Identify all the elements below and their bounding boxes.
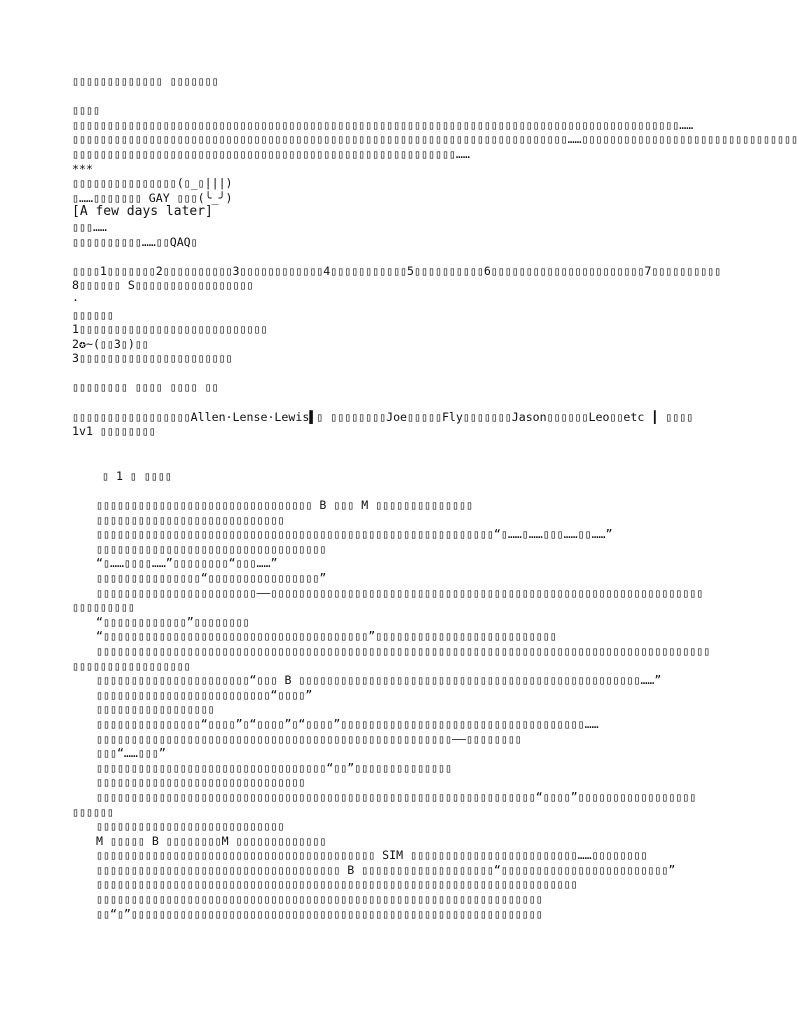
body-line: ▯▯“▯”▯▯▯▯▯▯▯▯▯▯▯▯▯▯▯▯▯▯▯▯▯▯▯▯▯▯▯▯▯▯▯▯▯▯▯▯▯▯▯▯▯▯▯▯▯▯▯▯▯▯▯▯▯▯▯▯▯▯▯ xyxy=(96,906,543,921)
body-line: ▯▯▯▯▯▯▯▯▯▯▯▯▯▯▯“▯▯▯▯”▯“▯▯▯▯”▯“▯▯▯▯”▯▯▯▯▯▯▯▯▯▯▯▯▯▯▯▯▯▯▯▯▯▯▯▯▯▯▯▯▯▯▯▯▯▯▯…… xyxy=(96,716,599,731)
intro-line: ▯……▯▯▯▯▯▯▯ GAY ▯▯▯(╰_╯) xyxy=(72,190,233,205)
chapter-body xyxy=(72,498,711,921)
doc-title: ▯▯▯▯▯▯▯▯▯▯▯▯▯ ▯▯▯▯▯▯▯ xyxy=(72,74,219,88)
intro-block xyxy=(72,103,798,249)
body-line: ▯▯▯▯▯▯▯▯▯▯▯▯▯▯▯▯▯▯▯▯▯▯▯▯▯▯▯▯▯▯▯▯▯▯▯▯▯▯▯▯▯▯▯▯▯▯▯▯▯▯▯▯▯▯▯▯▯▯▯▯▯▯▯▯▯▯▯▯▯ xyxy=(96,877,578,892)
intro-line: ▯▯▯▯▯▯▯▯▯▯▯▯▯▯▯▯▯▯▯▯▯▯▯▯▯▯▯▯▯▯▯▯▯▯▯▯▯▯▯▯▯▯▯▯▯▯▯▯▯▯▯▯▯▯▯…… xyxy=(72,146,470,161)
intro-line: ▯▯▯▯▯▯▯▯▯▯▯▯▯▯▯▯▯▯▯▯▯▯▯▯▯▯▯▯▯▯▯▯▯▯▯▯▯▯▯▯▯▯▯▯▯▯▯▯▯▯▯▯▯▯▯▯▯▯▯▯▯▯▯▯▯▯▯▯▯▯▯▯▯▯▯▯▯▯▯▯▯▯▯▯▯▯▯…… xyxy=(72,117,694,132)
cast-line: ▯▯▯▯▯▯▯▯▯▯▯▯▯▯▯▯▯Allen·Lense·Lewis▌▯ ▯▯▯▯▯▯▯▯Joe▯▯▯▯▯Fly▯▯▯▯▯▯▯Jason▯▯▯▯▯▯Leo▯▯etc ┃ ▯▯▯▯ xyxy=(72,409,694,424)
body-line: ▯▯▯▯▯▯▯▯▯▯▯▯▯▯▯▯▯▯▯▯▯▯▯▯▯▯▯▯▯▯▯▯▯▯▯▯▯▯▯▯▯▯▯▯▯▯▯▯▯▯▯▯▯▯▯▯▯▯▯▯▯▯▯▯▯▯▯▯▯▯▯▯▯▯▯▯▯▯▯▯▯▯▯▯▯▯▯▯ xyxy=(96,643,711,658)
spacer xyxy=(72,439,708,469)
spacer xyxy=(72,249,708,264)
body-line: ▯▯▯▯▯▯▯▯▯▯▯▯▯▯▯▯▯▯▯▯▯▯▯▯▯▯▯▯▯▯▯▯▯▯▯▯▯▯▯▯▯▯▯▯▯▯▯▯▯▯▯▯▯▯▯▯▯“▯……▯……▯▯▯……▯▯……” xyxy=(96,527,613,542)
rules-line: ▯▯▯▯▯▯ xyxy=(72,307,114,322)
intro-line: ▯▯▯…… xyxy=(72,219,107,234)
rules-line: 8▯▯▯▯▯▯ S▯▯▯▯▯▯▯▯▯▯▯▯▯▯▯▯▯ xyxy=(72,278,254,293)
spacer xyxy=(72,89,708,104)
body-line: “▯▯▯▯▯▯▯▯▯▯▯▯”▯▯▯▯▯▯▯▯ xyxy=(96,614,250,629)
body-line: ▯▯▯▯▯▯▯▯▯▯▯▯▯▯▯▯▯▯▯▯▯▯▯▯▯▯▯▯▯▯▯▯▯▯▯▯▯▯▯▯▯▯▯▯▯▯▯▯▯▯▯——▯▯▯▯▯▯▯▯ xyxy=(96,731,522,746)
rules-line: · xyxy=(72,292,79,307)
cast-block xyxy=(72,410,708,439)
body-line: ▯▯▯▯▯▯▯▯▯▯▯▯▯▯▯▯▯▯▯▯▯▯▯▯▯▯▯ xyxy=(96,819,285,834)
body-line: ▯▯▯▯▯▯▯▯▯▯▯▯▯▯▯▯▯▯▯▯▯▯▯▯▯▯▯▯▯▯▯▯▯▯▯▯▯▯▯▯▯▯▯▯▯▯▯▯▯▯▯▯▯▯▯▯▯▯▯▯▯▯▯▯ xyxy=(96,892,543,907)
intro-line: ▯▯▯▯▯▯▯▯▯▯▯▯▯▯▯▯▯▯▯▯▯▯▯▯▯▯▯▯▯▯▯▯▯▯▯▯▯▯▯▯▯▯▯▯▯▯▯▯▯▯▯▯▯▯▯▯▯▯▯▯▯▯▯▯▯▯▯▯▯▯▯……▯▯▯▯▯▯▯▯▯▯▯▯▯▯▯▯▯▯▯▯▯▯▯▯▯▯▯▯▯▯▯ xyxy=(72,132,798,147)
body-line: ▯▯▯▯▯▯▯▯▯▯▯▯▯▯▯▯▯▯▯▯▯▯▯▯▯“▯▯▯▯” xyxy=(96,687,313,702)
intro-line: ▯▯▯▯▯▯▯▯▯▯……▯▯QAQ▯ xyxy=(72,234,198,249)
spacer xyxy=(72,395,708,410)
body-line: ▯▯▯▯▯▯ xyxy=(72,804,114,819)
rules-line: 1▯▯▯▯▯▯▯▯▯▯▯▯▯▯▯▯▯▯▯▯▯▯▯▯▯▯▯ xyxy=(72,322,268,337)
rules-line: 3▯▯▯▯▯▯▯▯▯▯▯▯▯▯▯▯▯▯▯▯▯▯ xyxy=(72,351,233,366)
body-line: ▯▯▯▯▯▯▯▯▯▯▯▯▯▯▯▯▯▯▯▯▯▯▯▯▯▯▯▯▯▯ xyxy=(96,775,306,790)
separator-stars: *** xyxy=(72,161,93,176)
body-line: “▯▯▯▯▯▯▯▯▯▯▯▯▯▯▯▯▯▯▯▯▯▯▯▯▯▯▯▯▯▯▯▯▯▯▯▯▯▯”▯▯▯▯▯▯▯▯▯▯▯▯▯▯▯▯▯▯▯▯▯▯▯▯▯▯ xyxy=(96,629,557,644)
body-line: ▯▯▯▯▯▯▯▯▯▯▯▯▯▯▯▯▯▯▯▯▯▯▯▯▯▯▯▯▯▯▯▯▯▯▯ B ▯▯▯▯▯▯▯▯▯▯▯▯▯▯▯▯▯▯▯“▯▯▯▯▯▯▯▯▯▯▯▯▯▯▯▯▯▯▯▯▯▯▯▯” xyxy=(96,862,676,877)
body-line: ▯▯▯▯▯▯▯▯▯ xyxy=(72,600,135,615)
rules-line: 2✪~(▯▯3▯)▯▯ xyxy=(72,336,149,351)
body-line: ▯▯▯▯▯▯▯▯▯▯▯▯▯▯▯▯▯▯▯▯▯▯▯▯▯▯▯ xyxy=(96,512,285,527)
tags-line: ▯▯▯▯▯▯▯▯ ▯▯▯▯ ▯▯▯▯ ▯▯ xyxy=(72,380,219,395)
spacer xyxy=(72,483,708,498)
body-line: ▯▯▯▯▯▯▯▯▯▯▯▯▯▯▯▯▯ xyxy=(96,702,215,717)
rules-line: ▯▯▯▯1▯▯▯▯▯▯▯2▯▯▯▯▯▯▯▯▯▯3▯▯▯▯▯▯▯▯▯▯▯▯4▯▯▯▯▯▯▯▯▯▯▯5▯▯▯▯▯▯▯▯▯▯6▯▯▯▯▯▯▯▯▯▯▯▯▯▯▯▯▯▯▯▯▯▯7▯▯▯▯▯▯▯▯▯▯ xyxy=(72,263,722,278)
cast-line: 1v1 ▯▯▯▯▯▯▯▯ xyxy=(72,424,156,439)
body-line: ▯▯▯▯▯▯▯▯▯▯▯▯▯▯▯▯▯▯▯▯▯▯▯——▯▯▯▯▯▯▯▯▯▯▯▯▯▯▯▯▯▯▯▯▯▯▯▯▯▯▯▯▯▯▯▯▯▯▯▯▯▯▯▯▯▯▯▯▯▯▯▯▯▯▯▯▯▯▯▯▯▯▯▯▯▯ xyxy=(96,585,704,600)
intro-line: ▯▯▯▯▯▯▯▯▯▯▯▯▯▯▯(▯_▯|||) xyxy=(72,176,233,191)
body-line: ▯▯▯▯▯▯▯▯▯▯▯▯▯▯▯▯▯▯▯▯▯▯▯▯▯▯▯▯▯▯▯▯▯“▯▯”▯▯▯▯▯▯▯▯▯▯▯▯▯▯ xyxy=(96,760,452,775)
body-line: M ▯▯▯▯▯ B ▯▯▯▯▯▯▯▯M ▯▯▯▯▯▯▯▯▯▯▯▯▯ xyxy=(96,833,327,848)
body-line: “▯……▯▯▯▯……”▯▯▯▯▯▯▯▯“▯▯▯……” xyxy=(96,556,278,571)
body-line: ▯▯▯▯▯▯▯▯▯▯▯▯▯▯▯▯▯▯▯▯▯▯▯▯▯▯▯▯▯▯▯▯▯▯▯▯▯▯▯▯▯▯▯▯▯▯▯▯▯▯▯▯▯▯▯▯▯▯▯▯▯▯▯“▯▯▯▯”▯▯▯▯▯▯▯▯▯▯▯▯▯▯▯▯▯ xyxy=(96,789,697,804)
intro-line: ▯▯▯▯ xyxy=(72,103,100,118)
rules-block xyxy=(72,263,722,366)
body-line: ▯▯▯▯▯▯▯▯▯▯▯▯▯▯▯▯▯▯▯▯▯▯▯▯▯▯▯▯▯▯▯▯▯ xyxy=(96,541,327,556)
chapter-heading: ▯ 1 ▯ ▯▯▯▯ xyxy=(102,468,172,483)
body-line: ▯▯▯▯▯▯▯▯▯▯▯▯▯▯▯▯▯ xyxy=(72,658,191,673)
body-line: ▯▯▯▯▯▯▯▯▯▯▯▯▯▯▯▯▯▯▯▯▯▯“▯▯▯ B ▯▯▯▯▯▯▯▯▯▯▯▯▯▯▯▯▯▯▯▯▯▯▯▯▯▯▯▯▯▯▯▯▯▯▯▯▯▯▯▯▯▯▯▯▯▯▯▯▯……” xyxy=(96,673,662,688)
spacer xyxy=(72,366,708,381)
body-line: ▯▯▯“……▯▯▯” xyxy=(96,746,166,761)
body-line: ▯▯▯▯▯▯▯▯▯▯▯▯▯▯▯“▯▯▯▯▯▯▯▯▯▯▯▯▯▯▯▯” xyxy=(96,571,327,585)
intro-line: [A few days later] xyxy=(72,204,213,220)
body-line: ▯▯▯▯▯▯▯▯▯▯▯▯▯▯▯▯▯▯▯▯▯▯▯▯▯▯▯▯▯▯▯▯▯▯▯▯▯▯▯▯ SIM ▯▯▯▯▯▯▯▯▯▯▯▯▯▯▯▯▯▯▯▯▯▯▯▯……▯▯▯▯▯▯▯▯ xyxy=(96,848,648,863)
body-line: ▯▯▯▯▯▯▯▯▯▯▯▯▯▯▯▯▯▯▯▯▯▯▯▯▯▯▯▯▯▯▯ B ▯▯▯ M ▯▯▯▯▯▯▯▯▯▯▯▯▯▯ xyxy=(96,498,473,513)
